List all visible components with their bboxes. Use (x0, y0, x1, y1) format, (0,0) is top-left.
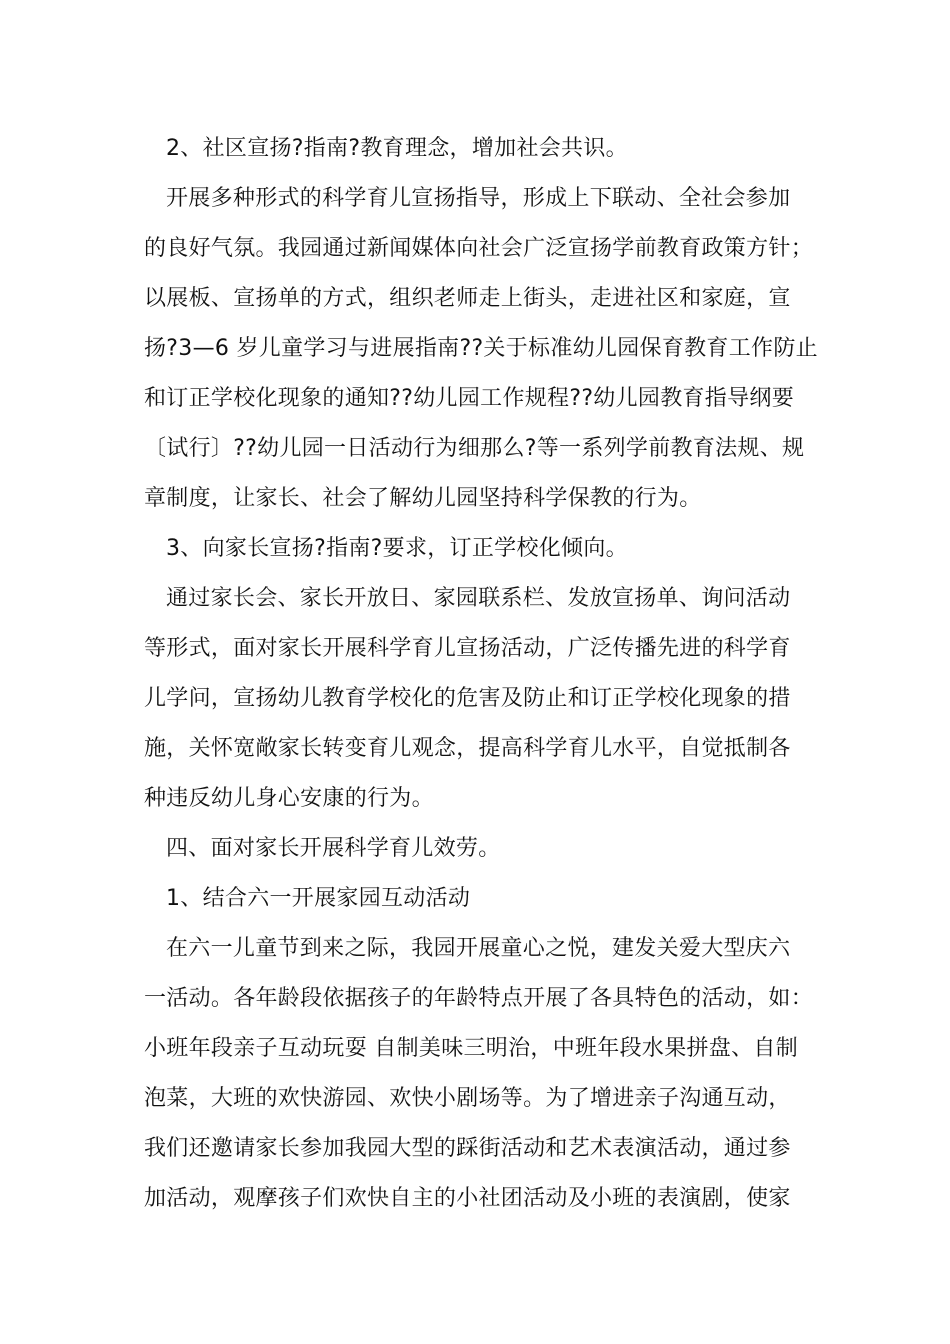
paragraph-line: 一活动。各年龄段依据孩子的年龄特点开展了各具特色的活动，如： (144, 986, 814, 1011)
heading-childrens-day-activity: 1、结合六一开展家园互动活动 (166, 886, 471, 911)
paragraph-line: 施，关怀宽敞家长转变育儿观念，提高科学育儿水平，自觉抵制各 (144, 736, 791, 761)
paragraph-line: 〔试行〕??幼儿园一日活动行为细那么?等一系列学前教育法规、规 (144, 436, 805, 461)
paragraph-line: 种违反幼儿身心安康的行为。 (144, 786, 434, 811)
paragraph-line: 扬?3—6 岁儿童学习与进展指南??关于标准幼儿园保育教育工作防止 (144, 336, 818, 361)
paragraph-line: 小班年段亲子互动玩耍 自制美味三明治，中班年段水果拼盘、自制 (144, 1036, 798, 1061)
paragraph-line: 开展多种形式的科学育儿宣扬指导，形成上下联动、全社会参加 (166, 186, 791, 211)
paragraph-line: 等形式，面对家长开展科学育儿宣扬活动，广泛传播先进的科学育 (144, 636, 791, 661)
paragraph-line: 加活动，观摩孩子们欢快自主的小社团活动及小班的表演剧，使家 (144, 1186, 791, 1211)
paragraph-line: 章制度，让家长、社会了解幼儿园坚持科学保教的行为。 (144, 486, 702, 511)
paragraph-line: 通过家长会、家长开放日、家园联系栏、发放宣扬单、询问活动 (166, 586, 791, 611)
paragraph-line: 儿学问，宣扬幼儿教育学校化的危害及防止和订正学校化现象的措 (144, 686, 791, 711)
paragraph-line: 泡菜，大班的欢快游园、欢快小剧场等。为了增进亲子沟通互动， (144, 1086, 791, 1111)
paragraph-line: 和订正学校化现象的通知??幼儿园工作规程??幼儿园教育指导纲要 (144, 386, 795, 411)
paragraph-line: 我们还邀请家长参加我园大型的踩街活动和艺术表演活动，通过参 (144, 1136, 791, 1161)
document-body (144, 124, 834, 1224)
paragraph-line: 在六一儿童节到来之际，我园开展童心之悦，建发关爱大型庆六 (166, 936, 791, 961)
heading-community-promotion: 2、社区宣扬?指南?教育理念，增加社会共识。 (166, 136, 628, 161)
paragraph-line: 的良好气氛。我园通过新闻媒体向社会广泛宣扬学前教育政策方针； (144, 236, 814, 261)
section-heading-four: 四、面对家长开展科学育儿效劳。 (166, 836, 501, 861)
heading-parent-promotion: 3、向家长宣扬?指南?要求，订正学校化倾向。 (166, 536, 628, 561)
paragraph-line: 以展板、宣扬单的方式，组织老师走上街头，走进社区和家庭，宣 (144, 286, 791, 311)
